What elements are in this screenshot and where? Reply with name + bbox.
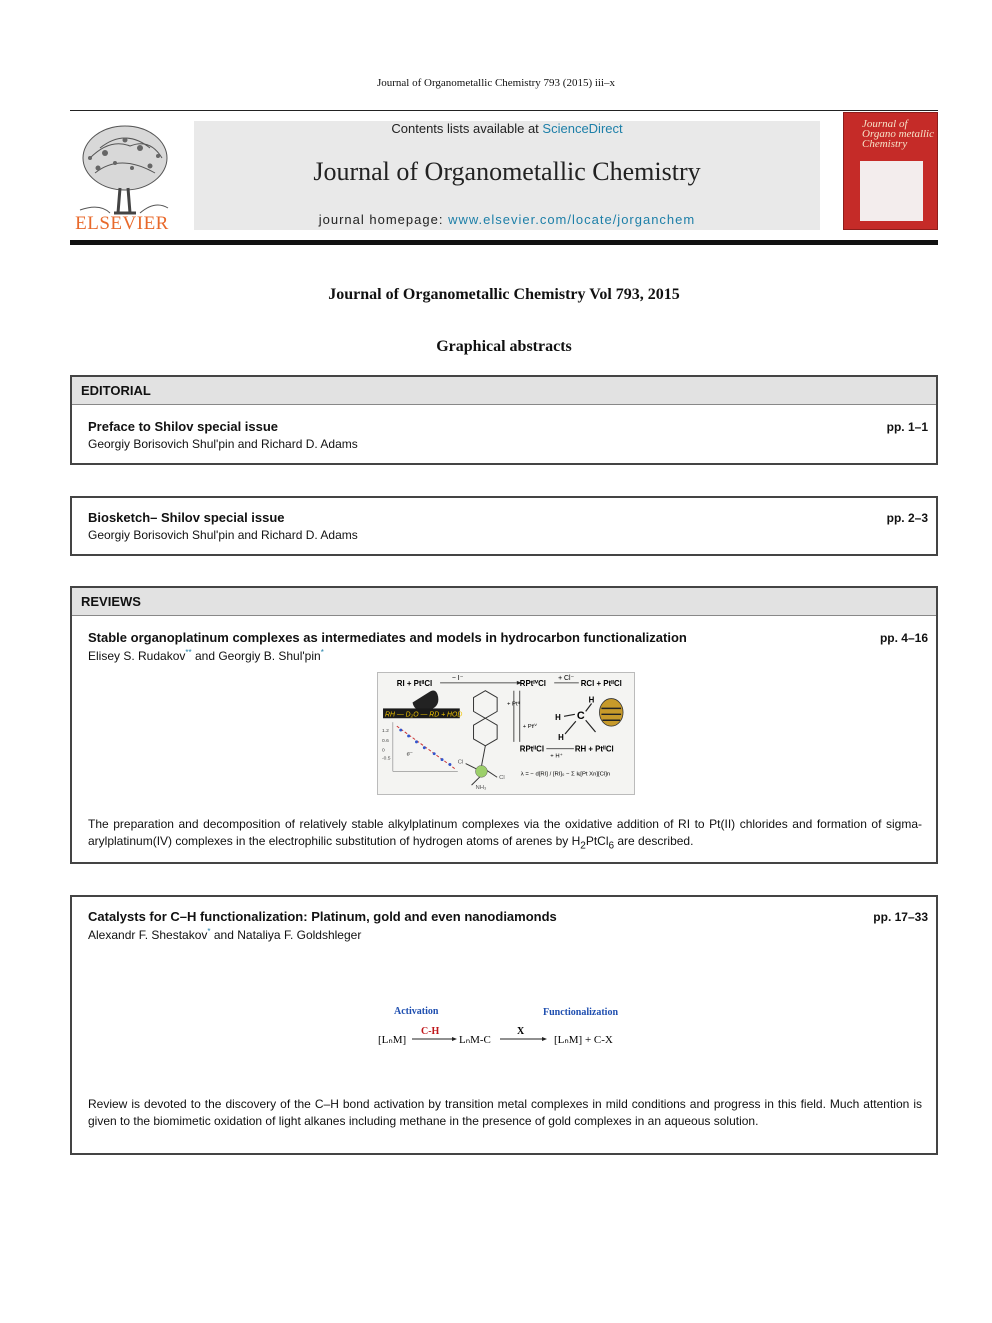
subscript: 2 [580,840,586,852]
entry-authors [88,648,324,663]
fig-bottom-right: RH + PtᴵᴵCl [574,744,614,754]
scheme-x: X [517,1026,525,1037]
fig-ytick: 1.2 [382,729,389,735]
corresponding-mark[interactable]: * [320,648,324,657]
abstract-part: The preparation and decomposition of relatively stable alkylplatinum complexes via the oxidative addition of RI to Pt(II) chlorides and formation of sigma-arylplatinum(IV) complexes in the electrophilic substitution of hydrogen atoms of arenes by H [88,817,922,848]
abstract-text [88,816,922,854]
fig-ytick: -0.5 [382,756,391,762]
corresponding-mark[interactable]: * [207,927,211,936]
entry-title[interactable]: Catalysts for C–H functionalization: Platinum, gold and even nanodiamonds [88,909,557,924]
homepage-line [194,212,820,227]
article-box [70,895,938,1155]
fig-rh-line: RH — D₂O — RD + HOD [385,711,463,719]
graphical-abstract-scheme [372,1001,642,1051]
volume-heading: Journal of Organometallic Chemistry Vol 793, 2015 [328,286,680,303]
publisher-logo-text: ELSEVIER [75,213,169,234]
fig-bottom-left: RPtᴵᴵCl [519,744,545,754]
author-name[interactable]: Elisey S. Rudakov [88,649,186,663]
contents-prefix: Contents lists available at [391,121,539,136]
fig-top-left: RI + PtᴵᴵCl [396,678,433,688]
graphical-abstracts-heading: Graphical abstracts [436,338,572,355]
fig-ytick: 0 [382,748,385,754]
fig-rcl: RCl + PtᴵᴵCl [580,678,622,688]
fig-hydrogen: H [555,713,561,723]
entry-authors: Georgiy Borisovich Shul'pin and Richard D. Adams [88,528,358,542]
fig-cl-label: Cl [499,775,505,782]
author-name[interactable]: Alexandr F. Shestakov [88,928,208,942]
fig-top-right: RPtᴵⱽCl [519,678,546,688]
wasp-illustration [599,699,623,727]
scheme-ch: C-H [421,1026,440,1037]
entry-pages: pp. 4–16 [879,631,928,645]
entry-authors: Georgiy Borisovich Shul'pin and Richard D. Adams [88,437,358,451]
scheme-activation: Activation [394,1006,439,1017]
corresponding-mark[interactable]: ** [185,648,192,657]
fig-sigma: σ⁻ [406,751,413,758]
scheme-lnm: [LₙM] [378,1034,407,1046]
entry-pages: pp. 17–33 [873,910,928,924]
fig-minus-i: − I⁻ [451,674,464,682]
fig-pt-ii: + Ptᴵᴵ [506,701,520,708]
contents-line [194,121,820,136]
fig-carbon: C [576,710,585,723]
author-name[interactable]: Georgiy B. Shul'pin [218,649,321,663]
fig-plus-h: + H⁺ [550,753,563,760]
author-name[interactable]: Nataliya F. Goldshleger [237,928,362,942]
subscript: 6 [608,840,615,852]
homepage-link[interactable]: www.elsevier.com/locate/jorganchem [448,212,696,227]
scheme-functionalization: Functionalization [543,1007,619,1018]
running-head: Journal of Organometallic Chemistry 793 (2015) iii–x [376,77,616,89]
fig-plus-cl: + Cl⁻ [558,674,575,682]
abstract-text: Review is devoted to the discovery of the C–H bond activation by transition metal complexes in mild conditions and progress in this field. Much attention is given to the biomimetic oxidation of light alkanes including methane in the presence of gold complexes in an aqueous solution. [88,1097,922,1128]
entry-title[interactable]: Stable organoplatinum complexes as intermediates and models in hydrocarbon functionalization [88,630,687,645]
masthead-rule [70,240,938,245]
fig-hydrogen: H [588,695,595,705]
reviews-box [70,586,938,864]
article-box [70,496,938,556]
entry-title[interactable]: Biosketch– Shilov special issue [88,510,285,525]
author-join: and [213,928,234,942]
fig-ytick: 0.6 [382,738,389,744]
journal-title: Journal of Organometallic Chemistry [313,157,701,186]
sciencedirect-link[interactable]: ScienceDirect [542,121,623,136]
entry-pages: pp. 2–3 [886,511,928,525]
homepage-prefix: journal homepage: [318,212,444,227]
fig-cl-label: Cl [457,759,464,766]
fig-pt-iv: + Ptᴵⱽ [522,724,537,731]
entry-title[interactable]: Preface to Shilov special issue [88,419,279,434]
cover-artwork [860,161,923,221]
section-header-editorial: EDITORIAL [72,377,936,405]
editorial-box [70,375,938,465]
entry-pages: pp. 1–1 [886,420,928,434]
cover-title: Journal of Organo metallic Chemistry [862,118,934,150]
scheme-lnmc: LₙM-C [459,1034,491,1046]
section-header-reviews: REVIEWS [72,588,936,616]
fig-hydrogen: H [558,732,564,742]
author-join: and [194,649,215,663]
journal-cover-thumbnail [843,112,938,230]
entry-authors [88,927,361,942]
abstract-part: are described. [614,834,694,848]
fig-rate-formula: λ = − d[RI] / [RI]₀ − Σ kᵢ[Pt Xn][Cl]n [520,771,611,778]
graphical-abstract-figure [377,672,635,795]
scheme-product: [LₙM] + C-X [554,1034,613,1046]
fig-nh3-label: NH₃ [475,785,487,792]
abstract-part: PtCl [585,834,609,848]
